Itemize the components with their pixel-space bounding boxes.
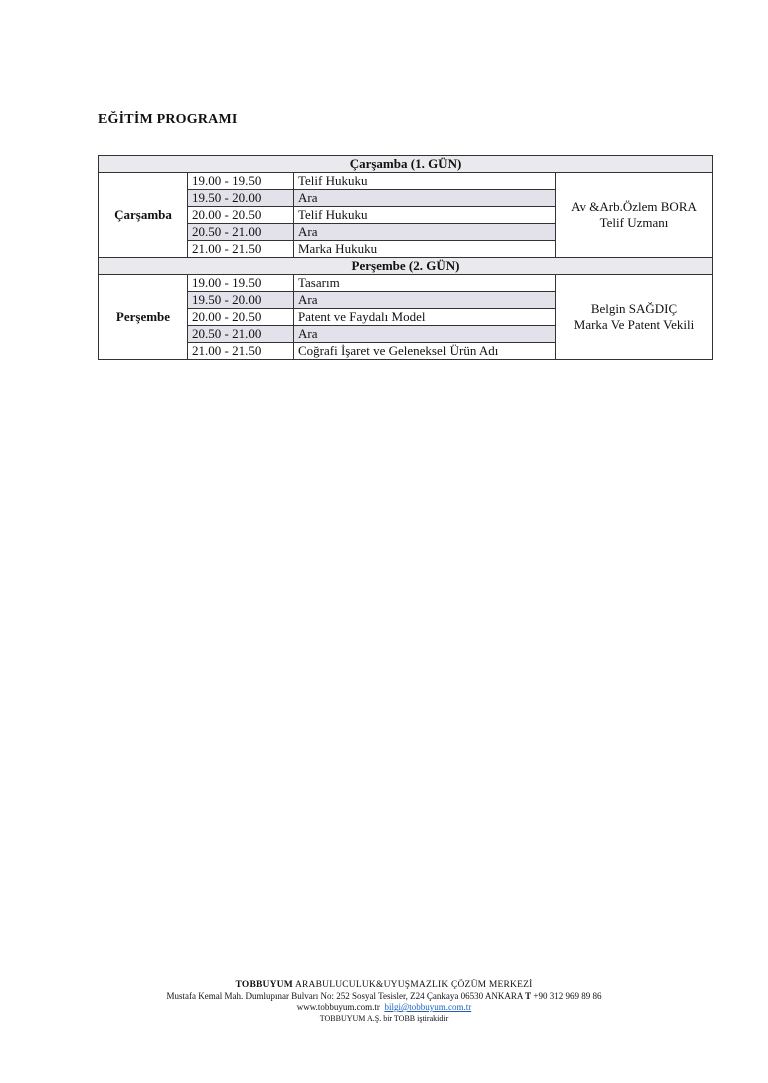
session-time: 20.50 - 21.00 — [188, 326, 294, 343]
day-header: Çarşamba (1. GÜN) — [99, 156, 713, 173]
session-topic: Ara — [294, 326, 556, 343]
session-topic: Patent ve Faydalı Model — [294, 309, 556, 326]
footer-contact-line — [0, 1002, 768, 1013]
speaker-cell — [556, 275, 713, 360]
session-topic: Ara — [294, 190, 556, 207]
session-topic: Ara — [294, 292, 556, 309]
footer-website-link[interactable]: www.tobbuyum.com.tr — [296, 1002, 380, 1012]
session-topic: Tasarım — [294, 275, 556, 292]
speaker-title: Telif Uzmanı — [599, 215, 669, 230]
footer-org-name: ARABULUCULUK&UYUŞMAZLIK ÇÖZÜM MERKEZİ — [292, 980, 533, 990]
session-topic: Telif Hukuku — [294, 207, 556, 224]
footer-phone: +90 312 969 89 86 — [531, 991, 602, 1001]
day-name: Çarşamba — [99, 173, 188, 258]
session-time: 21.00 - 21.50 — [188, 343, 294, 360]
session-time: 20.50 - 21.00 — [188, 224, 294, 241]
footer-address: Mustafa Kemal Mah. Dumlupınar Bulvarı No: 252 Sosyal Tesisler, Z24 Çankaya 06530 ANKARA — [166, 991, 526, 1001]
session-time: 19.50 - 20.00 — [188, 292, 294, 309]
table-row — [99, 275, 713, 292]
footer-affiliation: TOBBUYUM A.Ş. bir TOBB iştirakidir — [319, 1014, 449, 1023]
session-time: 19.00 - 19.50 — [188, 173, 294, 190]
page-title: EĞİTİM PROGRAMI — [98, 112, 238, 127]
session-topic: Ara — [294, 224, 556, 241]
footer-org-brand: TOBBUYUM — [235, 980, 293, 990]
session-topic: Coğrafi İşaret ve Geleneksel Ürün Adı — [294, 343, 556, 360]
session-time: 19.00 - 19.50 — [188, 275, 294, 292]
day-header-row — [99, 156, 713, 173]
session-topic: Marka Hukuku — [294, 241, 556, 258]
table-row — [99, 173, 713, 190]
page-footer — [0, 980, 768, 1024]
footer-phone-label: T — [525, 991, 532, 1001]
speaker-name: Av &Arb.Özlem BORA — [571, 199, 697, 214]
speaker-cell — [556, 173, 713, 258]
session-time: 21.00 - 21.50 — [188, 241, 294, 258]
day-header-row — [99, 258, 713, 275]
day-header: Perşembe (2. GÜN) — [99, 258, 713, 275]
session-time: 20.00 - 20.50 — [188, 309, 294, 326]
session-time: 20.00 - 20.50 — [188, 207, 294, 224]
session-topic: Telif Hukuku — [294, 173, 556, 190]
day-name: Perşembe — [99, 275, 188, 360]
speaker-name: Belgin SAĞDIÇ — [590, 301, 678, 316]
speaker-title: Marka Ve Patent Vekili — [573, 317, 695, 332]
footer-organization — [0, 980, 768, 991]
footer-address-line — [0, 991, 768, 1002]
session-time: 19.50 - 20.00 — [188, 190, 294, 207]
program-table — [98, 155, 713, 360]
footer-email-link[interactable]: bilgi@tobbuyum.com.tr — [384, 1002, 472, 1012]
